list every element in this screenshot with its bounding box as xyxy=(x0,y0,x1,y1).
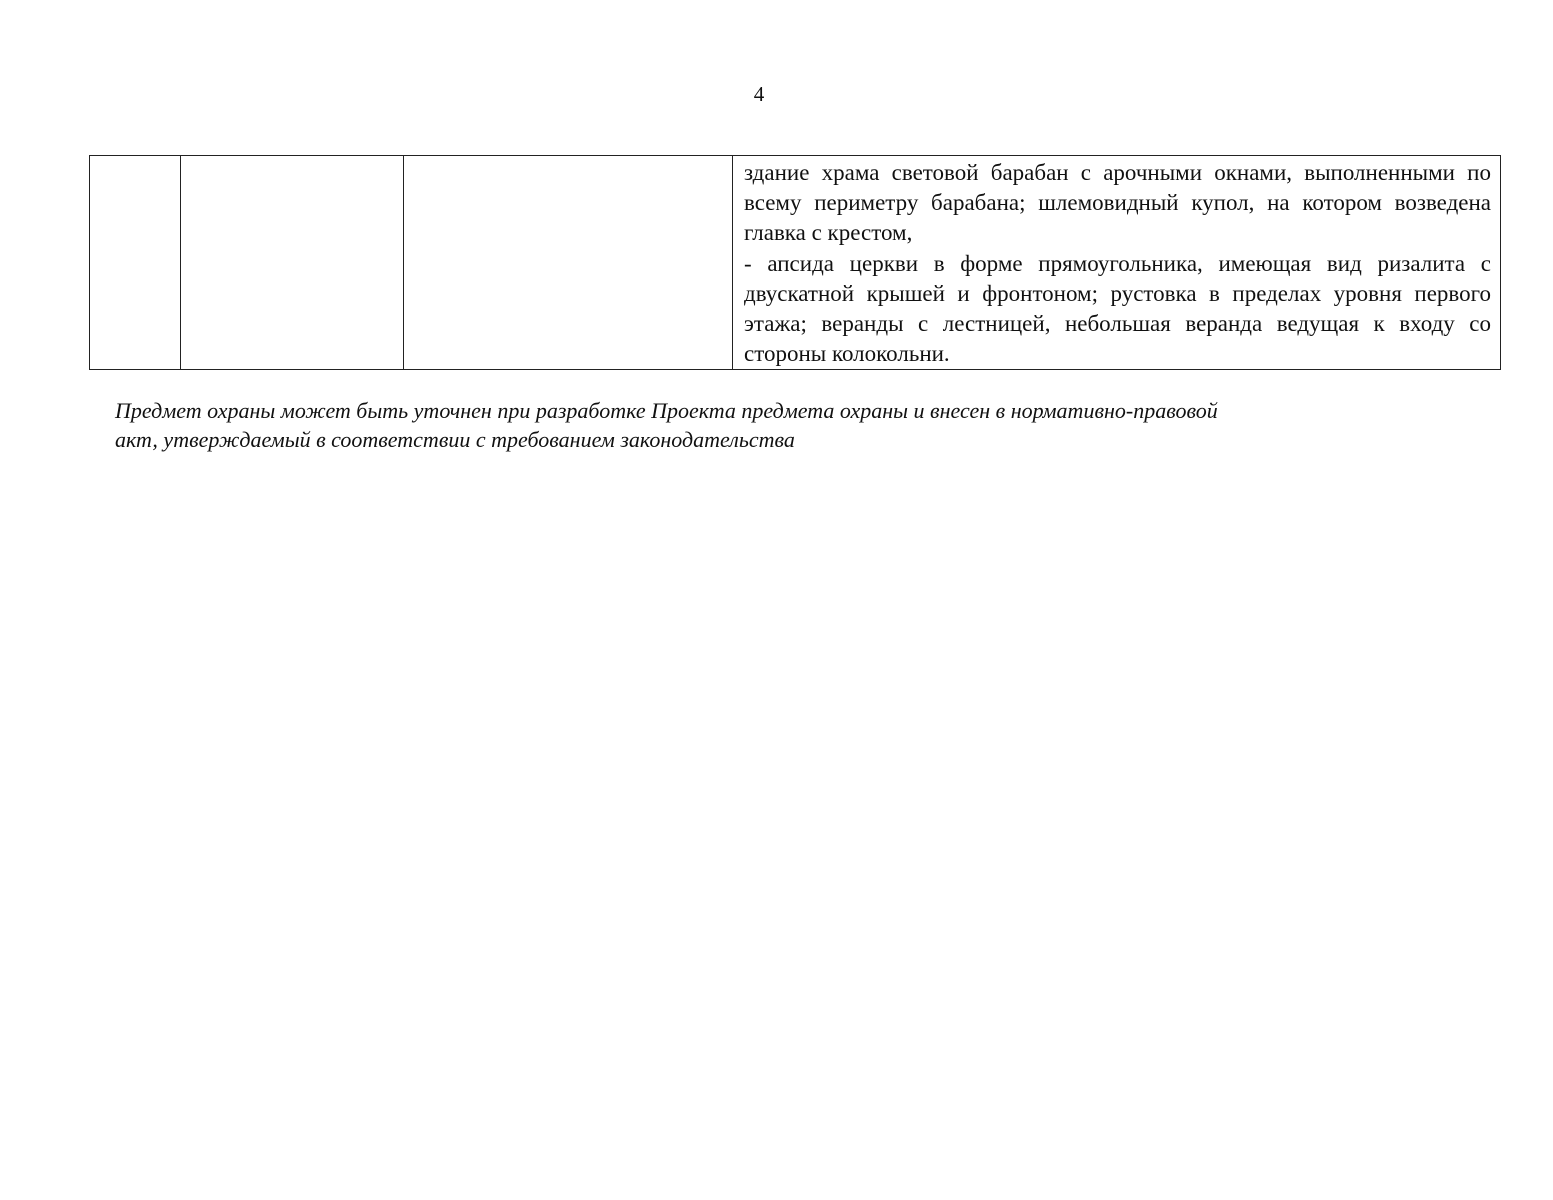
page-number: 4 xyxy=(753,82,765,106)
note-line-2: акт, утверждаемый в соответствии с требованием законодательства xyxy=(115,427,795,452)
protection-subject-note xyxy=(115,396,1415,454)
note-line-1: Предмет охраны может быть уточнен при разработке Проекта предмета охраны и внесен в нормативно-правовой xyxy=(115,398,1218,423)
table-cell-col2 xyxy=(181,156,404,370)
table-cell-description xyxy=(733,156,1501,370)
table-row xyxy=(90,156,1501,370)
table-cell-col1 xyxy=(90,156,181,370)
table-cell-col3 xyxy=(404,156,733,370)
description-paragraph-2: - апсида церкви в форме прямоугольника, имеющая вид ризалита с двускатной крышей и фронтоном; рустовка в пределах уровня первого этажа; веранды с лестницей, небольшая веранда ведущая к входу со стороны колокольни. xyxy=(744,250,1491,367)
description-text xyxy=(733,156,1500,369)
description-paragraph-1: здание храма световой барабан с арочными окнами, выполненными по всему периметру барабана; шлемовидный купол, на котором возведена главка с крестом, xyxy=(744,160,1491,246)
heritage-table xyxy=(89,155,1501,370)
